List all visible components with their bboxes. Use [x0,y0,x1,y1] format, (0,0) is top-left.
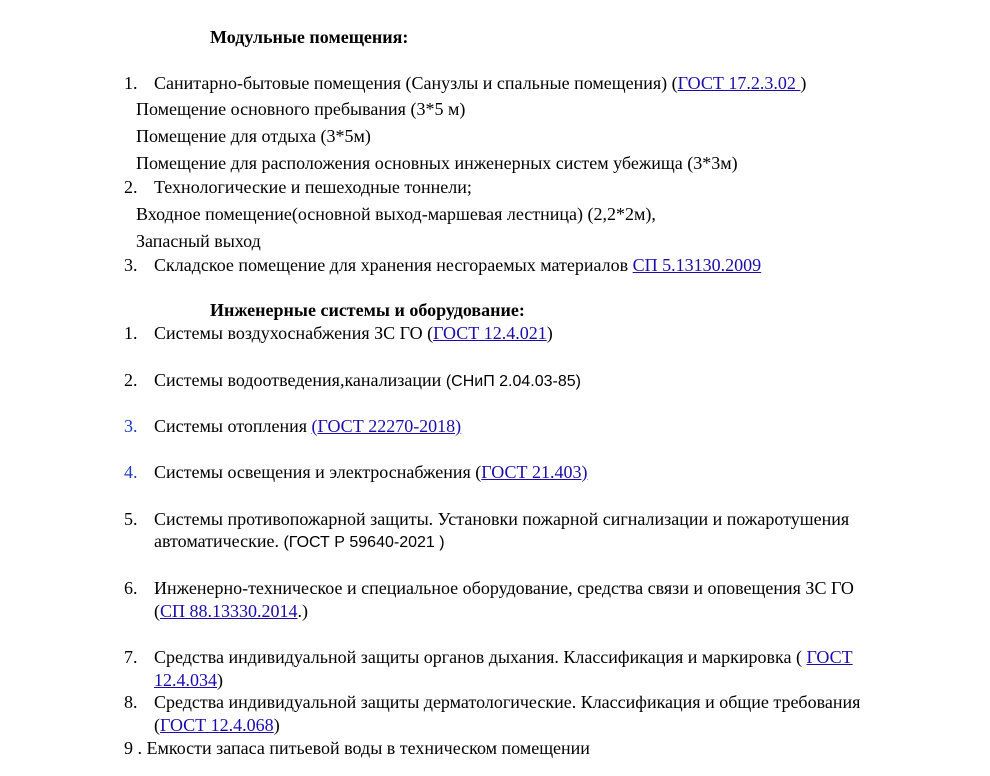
item-pre: ( [154,715,160,735]
gost-22270-2018-link[interactable]: (ГОСТ 22270-2018) [311,416,462,436]
gost-12-4-034-link[interactable]: ГОСТ [806,647,853,667]
gost-17-2-3-02-link[interactable]: ГОСТ 17.2.3.02 [677,73,801,93]
sp-88-13330-2014-link[interactable]: СП 88.13330.2014 [160,601,298,621]
list-item-text [154,460,587,484]
section-heading-modular: Модульные помещения: [210,27,409,47]
sp-5-13130-2009-link[interactable]: СП 5.13130.2009 [632,255,762,275]
item-text: автоматические. [154,531,284,551]
list-item-text [154,414,461,438]
list-item-text-continued [154,668,223,692]
item-tail: ) [217,670,223,690]
snip-reference: (СНиП 2.04.03-85) [445,373,581,390]
list-item-text-continued [154,529,445,555]
item-text: Складское помещение для хранения несгораемых материалов [154,255,633,275]
section-heading-engineering: Инженерные системы и оборудование: [210,300,525,320]
list-item-text [154,368,581,394]
list-number: 5. [124,509,138,529]
sub-item: Помещение основного пребывания (3*5 м) [136,99,466,119]
list-item-text: Средства индивидуальной защиты дерматологические. Классификация и общие требования [154,692,861,712]
list-item-text: Инженерно-техническое и специальное оборудование, средства связи и оповещения ЗС ГО [154,578,854,598]
list-number: 7. [124,647,138,667]
sub-item: Помещение для отдыха (3*5м) [136,126,371,146]
item-pre: ( [154,601,160,621]
list-number: 1. [124,73,138,93]
list-item-text-continued [154,713,280,737]
list-item-text [154,645,853,669]
gost-21-403-link[interactable]: ГОСТ 21.403) [481,462,588,482]
list-number: 8. [124,692,138,712]
item-text: Средства индивидуальной защиты органов дыхания. Классификация и маркировка ( [154,647,807,667]
list-item-text-continued [154,599,308,623]
gost-12-4-068-link[interactable]: ГОСТ 12.4.068 [160,715,274,735]
list-number: 2. [124,370,138,390]
list-number: 1. [124,323,138,343]
gost-12-4-021-link[interactable]: ГОСТ 12.4.021 [433,323,547,343]
list-number: 2. [124,177,138,197]
item-tail: ) [800,73,807,93]
item-text: Системы воздухоснабжения ЗС ГО ( [154,323,434,343]
list-item-text [154,253,761,277]
list-item-text [154,321,553,345]
sub-item: Запасный выход [136,231,261,251]
list-item-text: Системы противопожарной защиты. Установки пожарной сигнализации и пожаротушения [154,509,850,529]
gost-12-4-034-link-continued[interactable]: 12.4.034 [154,670,217,690]
list-number: 3. [124,416,138,436]
item-text: Системы отопления [154,416,312,436]
gost-r-reference: (ГОСТ Р 59640-2021 ) [283,534,445,551]
list-item-text: Технологические и пешеходные тоннели; [154,177,472,197]
list-number: 6. [124,578,138,598]
item-tail: .) [297,601,309,621]
item-text: Системы водоотведения,канализации [154,370,446,390]
sub-item: Помещение для расположения основных инженерных систем убежища (3*3м) [136,153,738,173]
item-tail: ) [546,323,553,343]
list-number: 4. [124,462,138,482]
list-number: 3. [124,255,138,275]
list-item-text [154,71,806,95]
list-item-text: 9 . Емкости запаса питьевой воды в техническом помещении [124,738,590,758]
item-tail: ) [273,715,280,735]
item-text: Системы освещения и электроснабжения ( [154,462,482,482]
item-text: Санитарно-бытовые помещения (Санузлы и спальные помещения) ( [154,73,678,93]
sub-item: Входное помещение(основной выход-маршевая лестница) (2,2*2м), [136,204,656,224]
